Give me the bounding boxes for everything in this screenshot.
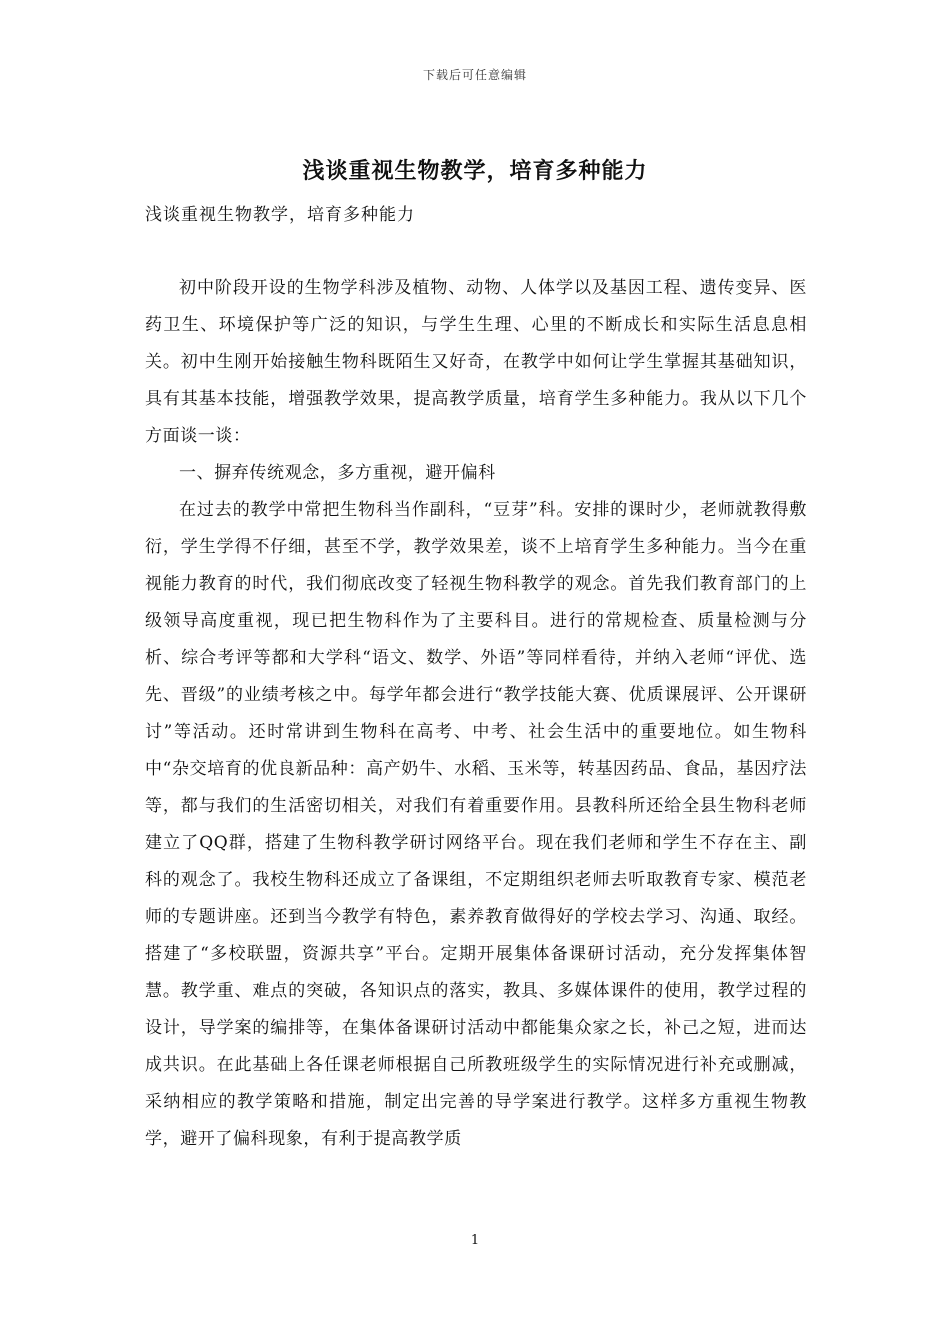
document-subtitle: 浅谈重视生物教学，培育多种能力 bbox=[145, 205, 415, 225]
paragraph-intro: 初中阶段开设的生物学科涉及植物、动物、人体学以及基因工程、遗传变异、医药卫生、环境保护等广泛的知识，与学生生理、心里的不断成长和实际生活息息相关。初中生刚开始接触生物科既陌生又好奇，在教学中如何让学生掌握其基础知识，具有其基本技能，增强教学效果，提高教学质量，培育学生多种能力。我从以下几个方面谈一谈： bbox=[145, 278, 807, 446]
body-text bbox=[145, 270, 807, 1158]
document-title: 浅谈重视生物教学，培育多种能力 bbox=[302, 158, 648, 184]
section-heading-1: 一、摒弃传统观念，多方重视，避开偏科 bbox=[179, 463, 496, 483]
paragraph-section-1: 在过去的教学中常把生物科当作副科，“豆芽”科。安排的课时少，老师就教得敷衍，学生学得不仔细，甚至不学，教学效果差，谈不上培育学生多种能力。当今在重视能力教育的时代，我们彻底改变了轻视生物科教学的观念。首先我们教育部门的上级领导高度重视，现已把生物科作为了主要科目。进行的常规检查、质量检测与分析、综合考评等都和大学科“语文、数学、外语”等同样看待，并纳入老师“评优、选先、晋级”的业绩考核之中。每学年都会进行“教学技能大赛、优质课展评、公开课研讨”等活动。还时常讲到生物科在高考、中考、社会生活中的重要地位。如生物科中“杂交培育的优良新品种：高产奶牛、水稻、玉米等，转基因药品、食品，基因疗法等，都与我们的生活密切相关，对我们有着重要作用。县教科所还给全县生物科老师建立了QQ群，搭建了生物科教学研讨网络平台。现在我们老师和学生不存在主、副科的观念了。我校生物科还成立了备课组，不定期组织老师去听取教育专家、模范老师的专题讲座。还到当今教学有特色，素养教育做得好的学校去学习、沟通、取经。搭建了“多校联盟，资源共享”平台。定期开展集体备课研讨活动，充分发挥集体智慧。教学重、难点的突破，各知识点的落实，教具、多媒体课件的使用，教学过程的设计，导学案的编排等，在集体备课研讨活动中都能集众家之长，补己之短，进而达成共识。在此基础上各任课老师根据自己所教班级学生的实际情况进行补充或删减，采纳相应的教学策略和措施，制定出完善的导学案进行教学。这样多方重视生物教学，避开了偏科现象，有利于提高教学质 bbox=[145, 500, 807, 1149]
page-number: 1 bbox=[470, 1233, 480, 1248]
header-note: 下载后可任意编辑 bbox=[422, 68, 527, 82]
